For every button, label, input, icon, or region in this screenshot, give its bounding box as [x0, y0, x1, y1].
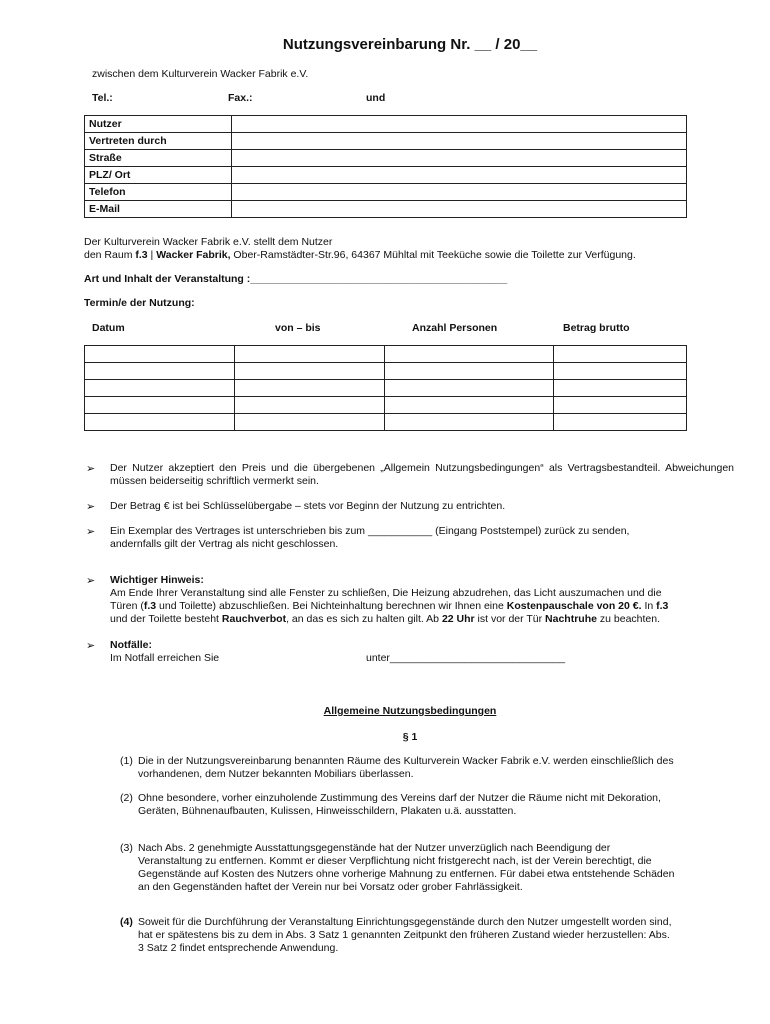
fee-notice: Kostenpauschale von 20 €.: [506, 600, 642, 612]
table-row: [85, 167, 687, 184]
fax-label: Fax.:: [228, 92, 253, 104]
date-cell[interactable]: [85, 414, 235, 431]
condition-4: [138, 916, 738, 955]
condition-line: Veranstaltung zu entfernen. Kommt er dieser Verpflichtung nicht fristgerecht nach, ist der Verein berechtigt, die: [138, 855, 652, 867]
event-type-field[interactable]: Art und Inhalt der Veranstaltung :____________________________________________: [84, 273, 508, 285]
condition-line: Geräten, Bühnenaufbauten, Kulissen, Hinweisschildern, Plakaten u.ä. ausstatten.: [138, 805, 517, 817]
table-row: [85, 133, 687, 150]
statement-line-2: [84, 249, 636, 262]
document-title: Nutzungsvereinbarung Nr. __ / 20__: [282, 36, 538, 53]
time-cell[interactable]: [235, 397, 385, 414]
tel-label: Tel.:: [92, 92, 113, 104]
room-name: f.3: [143, 600, 157, 612]
amount-cell[interactable]: [554, 346, 687, 363]
amount-cell[interactable]: [554, 363, 687, 380]
arrow-bullet-icon: ➢: [86, 463, 96, 475]
date-cell[interactable]: [85, 346, 235, 363]
bullet-payment: Der Betrag € ist bei Schlüsselübergabe – stets vor Beginn der Nutzung zu entrichten.: [110, 500, 506, 512]
email-field[interactable]: [232, 201, 687, 218]
notice-text: In: [641, 600, 657, 612]
row-label: PLZ/ Ort: [85, 167, 232, 184]
condition-number: (2): [120, 792, 133, 804]
notice-text: und der Toilette besteht: [110, 613, 222, 625]
table-row: [85, 346, 687, 363]
condition-line: vorhandenen, dem Nutzer bekannten Mobiliars überlassen.: [138, 768, 414, 780]
date-cell[interactable]: [85, 380, 235, 397]
condition-line: Gegenstände auf Kosten des Nutzers ohne vorherige Mahnung zu entfernen. Für dabei etwa entstehende Schäden: [138, 868, 675, 880]
notice-heading: Wichtiger Hinweis:: [110, 574, 204, 586]
notice-text: zu beachten.: [596, 613, 661, 625]
zip-city-field[interactable]: [232, 167, 687, 184]
persons-cell[interactable]: [385, 397, 554, 414]
separator: |: [147, 249, 157, 261]
quiet-time: 22 Uhr: [441, 613, 475, 625]
conditions-heading: Allgemeine Nutzungsbedingungen: [323, 705, 497, 717]
amount-cell[interactable]: [554, 380, 687, 397]
statement-line-1: Der Kulturverein Wacker Fabrik e.V. stellt dem Nutzer: [84, 236, 333, 248]
notice-text: Türen (: [110, 600, 144, 612]
notice-text: und Toilette) abzuschließen. Bei Nichteinhaltung berechnen wir Ihnen eine: [156, 600, 507, 612]
row-label: Vertreten durch: [85, 133, 232, 150]
intro-text: zwischen dem Kulturverein Wacker Fabrik e.V.: [92, 68, 309, 80]
row-label: Nutzer: [85, 116, 232, 133]
time-cell[interactable]: [235, 346, 385, 363]
table-row: [85, 150, 687, 167]
row-label: Telefon: [85, 184, 232, 201]
section-number: § 1: [402, 731, 418, 743]
notice-text: ist vor der Tür: [474, 613, 546, 625]
condition-line: Die in der Nutzungsvereinbarung benannten Räume des Kulturverein Wacker Fabrik e.V. werden einschließlich des: [138, 755, 674, 767]
amount-cell[interactable]: [554, 414, 687, 431]
row-label: E-Mail: [85, 201, 232, 218]
condition-line: Soweit für die Durchführung der Veranstaltung Einrichtungsgegenstände durch den Nutzer umgestellt worden sind,: [138, 916, 672, 928]
notice-text: , an das es sich zu halten gilt. Ab: [286, 613, 442, 625]
venue-name: Wacker Fabrik,: [156, 249, 231, 261]
col-header-persons: Anzahl Personen: [412, 322, 498, 334]
condition-number: (3): [120, 842, 133, 854]
persons-cell[interactable]: [385, 380, 554, 397]
condition-number: (1): [120, 755, 133, 767]
condition-line: Nach Abs. 2 genehmigte Ausstattungsgegenstände hat der Nutzer unverzüglich nach Beendigung der: [138, 842, 611, 854]
representative-field[interactable]: [232, 133, 687, 150]
row-label: Straße: [85, 150, 232, 167]
time-cell[interactable]: [235, 380, 385, 397]
notice-line: Am Ende Ihrer Veranstaltung sind alle Fenster zu schließen, Die Heizung abzudrehen, das Licht auszumachen und die: [110, 587, 662, 599]
emergency-contact-label: Im Notfall erreichen Sie: [110, 652, 220, 664]
arrow-bullet-icon: ➢: [86, 575, 96, 587]
col-header-datum: Datum: [92, 322, 125, 334]
room-name: f.3: [656, 600, 669, 612]
date-cell[interactable]: [85, 397, 235, 414]
time-cell[interactable]: [235, 414, 385, 431]
condition-line: an den Gegenständen haftet der Verein nur bei Vorsatz oder grober Fahrlässigkeit.: [138, 881, 523, 893]
bullet-contract-return: [110, 525, 734, 551]
table-row: [85, 397, 687, 414]
date-cell[interactable]: [85, 363, 235, 380]
night-rest: Nachtruhe: [545, 613, 597, 625]
table-row: [85, 201, 687, 218]
room-name: f.3: [135, 249, 148, 261]
user-info-table: [84, 115, 687, 218]
statement-text: den Raum: [84, 249, 136, 261]
arrow-bullet-icon: ➢: [86, 640, 96, 652]
condition-3: [138, 842, 738, 894]
table-row: [85, 414, 687, 431]
amount-cell[interactable]: [554, 397, 687, 414]
dates-table: [84, 345, 687, 431]
emergency-heading: Notfälle:: [110, 639, 152, 651]
col-header-amount: Betrag brutto: [563, 322, 630, 334]
street-field[interactable]: [232, 150, 687, 167]
termin-heading: Termin/e der Nutzung:: [84, 297, 195, 309]
condition-2: [138, 792, 738, 818]
phone-field[interactable]: [232, 184, 687, 201]
statement-text: Ober-Ramstädter-Str.96, 64367 Mühltal mit Teeküche sowie die Toilette zur Verfügung.: [230, 249, 636, 261]
persons-cell[interactable]: [385, 414, 554, 431]
time-cell[interactable]: [235, 363, 385, 380]
und-label: und: [366, 92, 386, 104]
user-field[interactable]: [232, 116, 687, 133]
table-row: [85, 363, 687, 380]
col-header-time: von – bis: [275, 322, 321, 334]
persons-cell[interactable]: [385, 346, 554, 363]
important-notice: [110, 574, 734, 626]
table-row: [85, 116, 687, 133]
arrow-bullet-icon: ➢: [86, 526, 96, 538]
condition-1: [138, 755, 738, 781]
condition-line: 3 Satz 2 findet entsprechende Anwendung.: [138, 942, 339, 954]
bullet-line: Ein Exemplar des Vertrages ist unterschrieben bis zum ___________ (Eingang Poststempel) zurück zu senden,: [110, 525, 630, 537]
persons-cell[interactable]: [385, 363, 554, 380]
condition-line: Ohne besondere, vorher einzuholende Zustimmung des Vereins darf der Nutzer die Räume nicht mit Dekoration,: [138, 792, 661, 804]
bullet-line: andernfalls gilt der Vertrag als nicht geschlossen.: [110, 538, 339, 550]
emergency-contact-field[interactable]: unter______________________________: [366, 652, 566, 664]
condition-number: (4): [120, 916, 133, 928]
arrow-bullet-icon: ➢: [86, 501, 96, 513]
table-row: [85, 184, 687, 201]
condition-line: hat er spätestens bis zu dem in Abs. 3 Satz 1 genannten Zeitpunkt den früheren Zustand wieder herzustellen: Abs.: [138, 929, 670, 941]
smoking-ban: Rauchverbot: [221, 613, 287, 625]
table-row: [85, 380, 687, 397]
bullet-price-acceptance: Der Nutzer akzeptiert den Preis und die übergebenen „Allgemein Nutzungsbedingungen“ als Vertragsbestandteil. Abweichungen müssen beiderseitig schriftlich vermerkt sein.: [110, 462, 734, 487]
